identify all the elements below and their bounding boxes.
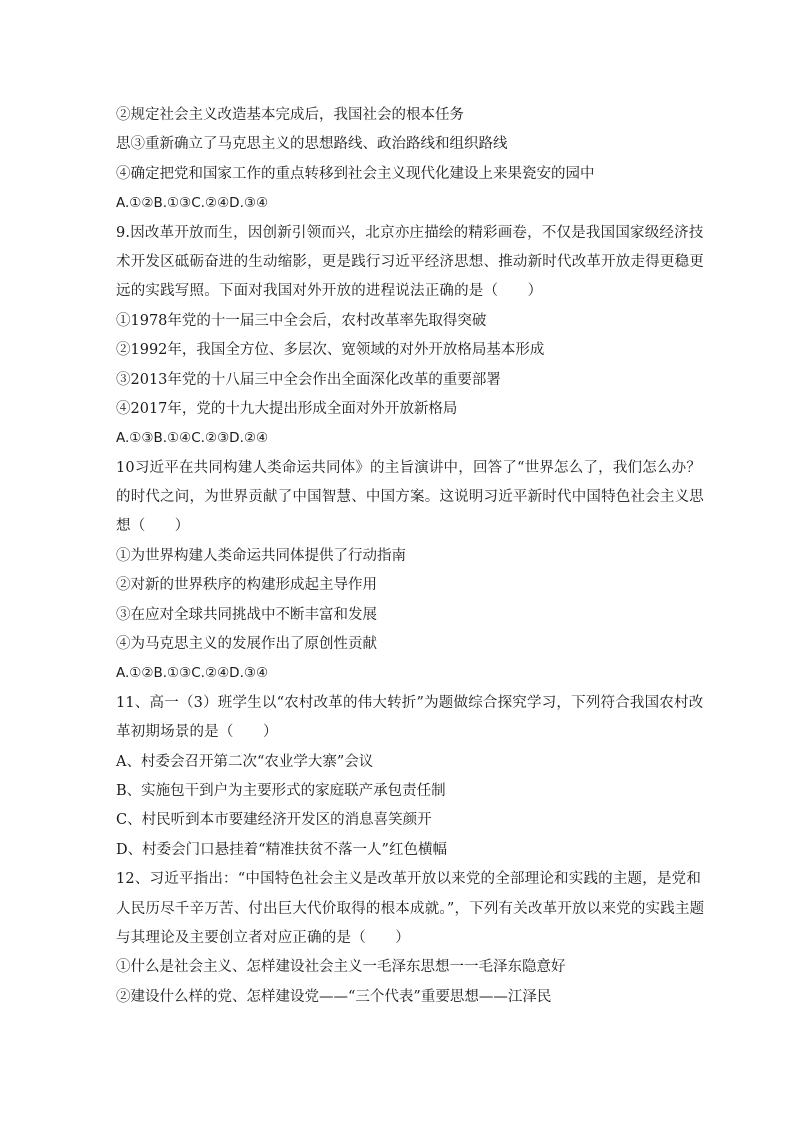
- question-item-line: ①1978年党的十一届三中全会后，农村改革率先取得突破: [116, 312, 487, 329]
- question-item-line: D、村委会门口悬挂着“精准扶贫不落一人”红色横幅: [116, 841, 447, 858]
- question-stem-line: 11、高一（3）班学生以“农村改革的伟大转折”为题做综合探究学习，下列符合我国农村改: [116, 694, 704, 711]
- question-item-line: ②规定社会主义改造基本完成后，我国社会的根本任务: [116, 107, 464, 123]
- question-item-line: ②建设什么样的党、怎样建设党——“三个代表”重要思想——江泽民: [116, 988, 552, 1005]
- question-item-line: ②对新的世界秩序的构建形成起主导作用: [116, 577, 377, 594]
- question-item-line: ①什么是社会主义、怎样建设社会主义一毛泽东思想一一毛泽东隐意好: [116, 959, 566, 976]
- question-stem-line: 人民历尽千辛万苦、付出巨大代价取得的根本成就。”，下列有关改革开放以来党的实践主题: [116, 900, 705, 917]
- answer-options-line: A.①②B.①③C.②④D.③④: [116, 195, 269, 212]
- document-body: [116, 101, 705, 1012]
- question-item-line: ③2013年党的十八届三中全会作出全面深化改革的重要部署: [116, 371, 501, 388]
- answer-options-line: A.①②B.①③C.②④D.③④: [116, 665, 269, 682]
- question-stem-line: 的时代之问，为世界贡献了中国智慧、中国方案。这说明习近平新时代中国特色社会主义思: [116, 489, 704, 506]
- question-stem-line: 与其理论及主要创立者对应正确的是（ ）: [116, 929, 410, 946]
- question-item-line: ④2017年，党的十九大提出形成全面对外开放新格局: [116, 400, 458, 417]
- question-stem-line: 术开发区砥砺奋进的生动缩影，更是践行习近平经济思想、推动新时代改革开放走得更稳更: [116, 253, 704, 270]
- question-item-line: ③在应对全球共同挑战中不断丰富和发展: [116, 606, 377, 623]
- question-item-line: ④为马克思主义的发展作出了原创性贡献: [116, 636, 377, 653]
- question-item-line: ②1992年，我国全方位、多层次、宽领域的对外开放格局基本形成: [116, 342, 545, 359]
- question-stem-line: 12、习近平指出：“中国特色社会主义是改革开放以来党的全部理论和实践的主题，是党和: [116, 871, 702, 888]
- answer-options-line: A.①③B.①④C.②③D.②④: [116, 430, 269, 447]
- question-stem-line: 9.因改革开放而生，因创新引领而兴，北京亦庄描绘的精彩画卷，不仅是我国国家级经济技: [116, 224, 704, 241]
- question-stem-line: 远的实践写照。下面对我国对外开放的进程说法正确的是（ ）: [116, 283, 543, 300]
- question-item-line: ①为世界构建人类命运共同体提供了行动指南: [116, 547, 406, 564]
- question-item-line: C、村民听到本市要建经济开发区的消息喜笑颜开: [116, 812, 432, 829]
- question-stem-line: 想（ ）: [116, 518, 190, 535]
- question-stem-line: 10习近平在共同构建人类命运共同体》的主旨演讲中，回答了“世界怎么了，我们怎么办？: [116, 459, 702, 476]
- question-item-line: A、村委会召开第二次“农业学大寨”会议: [116, 753, 374, 770]
- question-item-line: B、实施包干到户为主要形式的家庭联产承包责任制: [116, 782, 446, 799]
- question-stem-line: 革初期场景的是（ ）: [116, 724, 278, 741]
- question-item-line: ④确定把党和国家工作的重点转移到社会主义现代化建设上来果瓷安的园中: [116, 165, 595, 182]
- question-item-line: 思③重新确立了马克思主义的思想路线、政治路线和组织路线: [116, 136, 508, 153]
